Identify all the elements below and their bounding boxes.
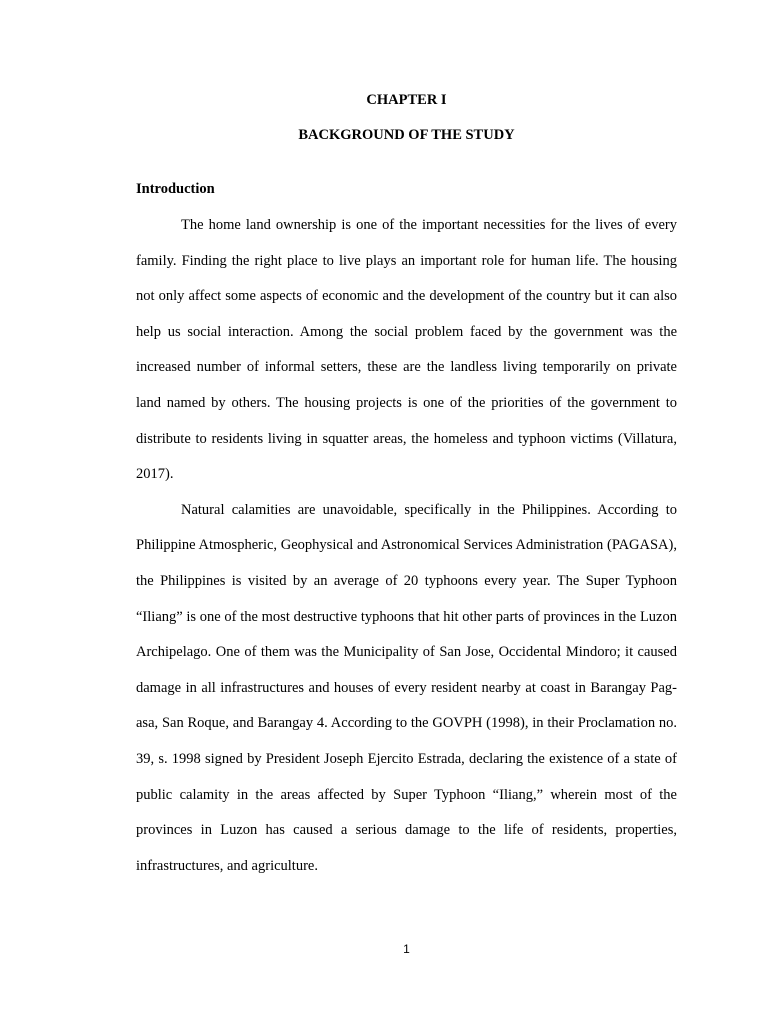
body-text: [136, 208, 677, 884]
chapter-label: CHAPTER I: [366, 92, 447, 108]
paragraph: Natural calamities are unavoidable, specifically in the Philippines. According to Philippine Atmospheric, Geophysical and Astronomical Services Administration (PAGASA), the Philippines is visited by an average of 20 typhoons every year. The Super Typhoon “Iliang” is one of the most destructive typhoons that hit other parts of provinces in the Luzon Archipelago. One of them was the Municipality of San Jose, Occidental Mindoro; it caused damage in all infrastructures and houses of every resident nearby at coast in Barangay Pag-asa, San Roque, and Barangay 4. According to the GOVPH (1998), in their Proclamation no. 39, s. 1998 signed by President Joseph Ejercito Estrada, declaring the existence of a state of public calamity in the areas affected by Super Typhoon “Iliang,” wherein most of the provinces in Luzon has caused a serious damage to the life of residents, properties, infrastructures, and agriculture.: [136, 501, 677, 874]
paragraph: The home land ownership is one of the important necessities for the lives of every family. Finding the right place to live plays an important role for human life. The housing not only affect some aspects of economic and the development of the country but it can also help us social interaction. Among the social problem faced by the government was the increased number of informal setters, these are the landless living temporarily on private land named by others. The housing projects is one of the priorities of the government to distribute to residents living in squatter areas, the homeless and typhoon victims (Villatura, 2017).: [136, 217, 677, 483]
chapter-title: BACKGROUND OF THE STUDY: [298, 127, 515, 143]
section-heading: Introduction: [136, 181, 215, 197]
page-number: 1: [403, 942, 410, 956]
